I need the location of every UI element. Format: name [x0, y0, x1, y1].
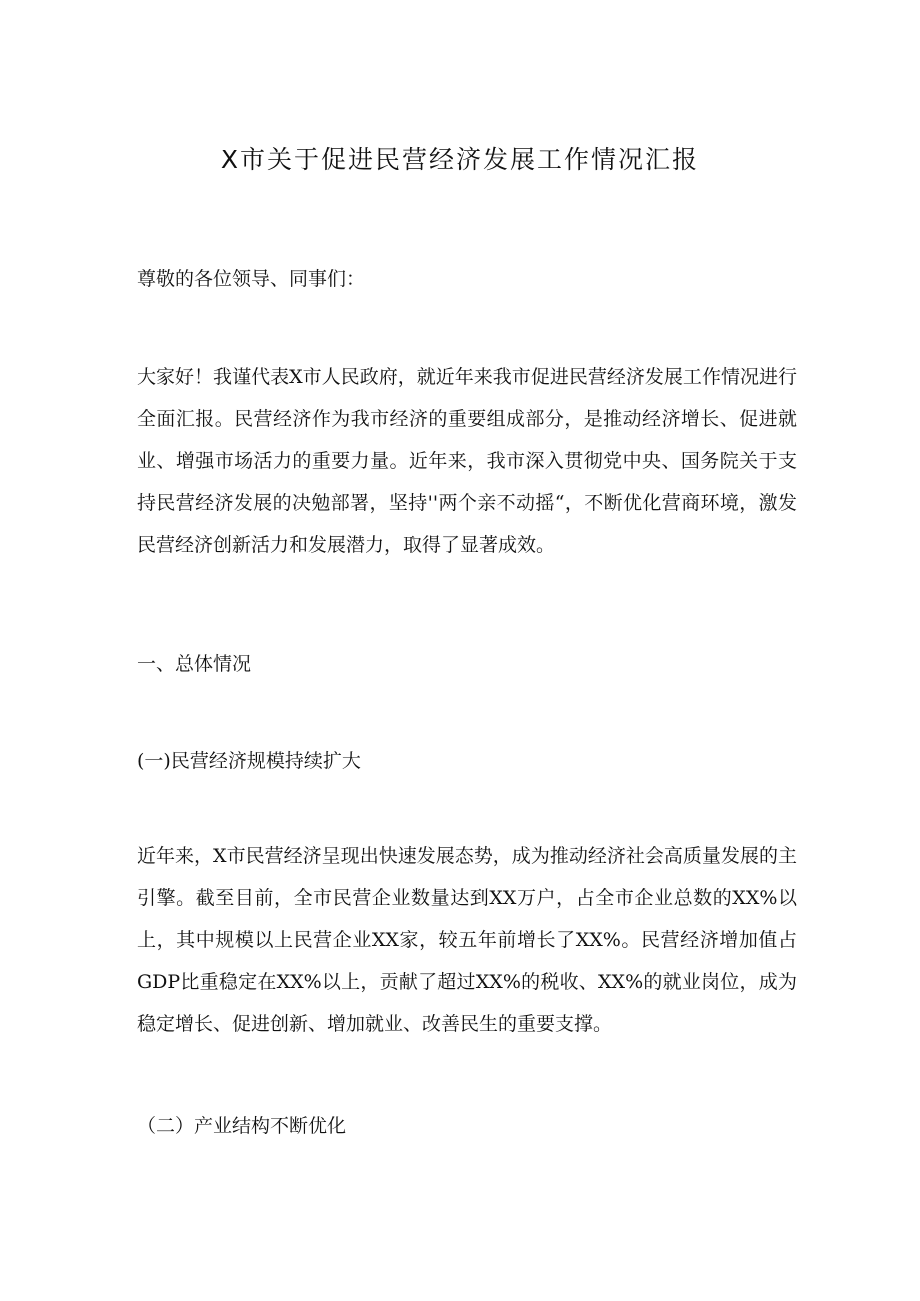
document-title: X市关于促进民营经济发展工作情况汇报: [220, 145, 700, 174]
section-heading-text: 一、总体情况: [137, 653, 252, 675]
intro-paragraph: [137, 356, 797, 566]
subsection-heading-text: (一)民营经济规模持续扩大: [137, 750, 361, 772]
scale-paragraph-text: 近年来，X市民营经济呈现出快速发展态势，成为推动经济社会高质量发展的主引擎。截至目前，全市民营企业数量达到XX万户，占全市企业总数的XX%以上，其中规模以上民营企业XX家，较五年前增长了XX%。民营经济增加值占GDP比重稳定在XX%以上，贡献了超过XX%的税收、XX%的就业岗位，成为稳定增长、促进创新、增加就业、改善民生的重要支撑。: [137, 845, 797, 1035]
salutation: [137, 258, 797, 300]
intro-text: 大家好！我谨代表X市人民政府，就近年来我市促进民营经济发展工作情况进行全面汇报。民营经济作为我市经济的重要组成部分，是推动经济增长、促进就业、增强市场活力的重要力量。近年来，我市深入贯彻党中央、国务院关于支持民营经济发展的决勉部署，坚持''两个亲不动摇“，不断优化营商环境，激发民营经济创新活力和发展潜力，取得了显著成效。: [137, 366, 797, 556]
subsection-heading-text-2: （二）产业结构不断优化: [137, 1115, 347, 1137]
section-heading-overview: [137, 643, 797, 685]
subsection-heading-structure: [137, 1105, 797, 1147]
scale-paragraph: [137, 835, 797, 1045]
subsection-heading-scale: [137, 740, 797, 782]
salutation-text: 尊敬的各位领导、同事们：: [137, 268, 366, 290]
